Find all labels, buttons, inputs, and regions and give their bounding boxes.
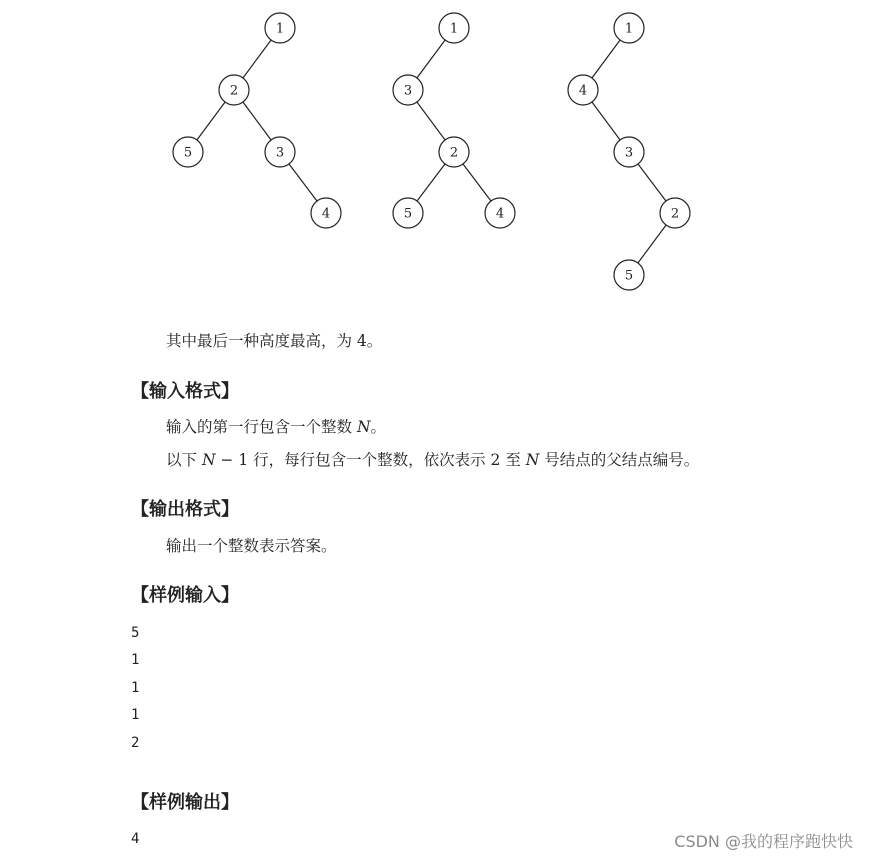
svg-text:2: 2 [670, 206, 680, 222]
svg-text:3: 3 [403, 83, 413, 99]
svg-text:3: 3 [624, 145, 634, 161]
svg-text:5: 5 [403, 206, 413, 222]
tree-node [393, 198, 423, 228]
tree-node [439, 13, 469, 43]
svg-text:2: 2 [229, 83, 239, 99]
sample-input-line: 2 [131, 735, 140, 751]
tree-node [660, 198, 690, 228]
tree-node [311, 198, 341, 228]
variable-n: N [525, 451, 540, 469]
tree-2 [393, 13, 515, 228]
input-format-line-2: 以下 N − 1 行，每行包含一个整数，依次表示 2 至 N 号结点的父结点编号。 [166, 451, 700, 469]
tree-node [614, 137, 644, 167]
input-format-heading: 【输入格式】 [131, 381, 239, 402]
tree-node [614, 13, 644, 43]
svg-text:5: 5 [624, 268, 634, 284]
sample-input-line: 1 [131, 707, 140, 723]
sample-input-line: 1 [131, 680, 140, 696]
svg-text:4: 4 [578, 83, 588, 99]
sample-output-heading: 【样例输出】 [131, 792, 239, 813]
tree-node [568, 75, 598, 105]
svg-text:3: 3 [275, 145, 285, 161]
svg-text:1: 1 [449, 21, 459, 37]
tree-node [265, 137, 295, 167]
svg-text:2: 2 [449, 145, 459, 161]
output-format-heading: 【输出格式】 [131, 499, 239, 520]
output-format-line-1: 输出一个整数表示答案。 [166, 537, 337, 555]
sample-input-line: 1 [131, 652, 140, 668]
tree-node [485, 198, 515, 228]
variable-n: N [356, 418, 371, 436]
tree-1 [173, 13, 341, 228]
variable-n: N [201, 451, 216, 469]
sample-input-heading: 【样例输入】 [131, 585, 239, 606]
svg-text:4: 4 [495, 206, 505, 222]
tree-node [265, 13, 295, 43]
tree-node [219, 75, 249, 105]
sample-output-line: 4 [131, 831, 140, 847]
tree-diagrams [0, 0, 869, 300]
tree-node [173, 137, 203, 167]
tree-node [393, 75, 423, 105]
tree-node [614, 260, 644, 290]
svg-text:1: 1 [624, 21, 634, 37]
conclusion-text: 其中最后一种高度最高，为 4。 [166, 332, 383, 350]
tree-3 [568, 13, 690, 290]
sample-input-line: 5 [131, 625, 140, 641]
watermark: CSDN @我的程序跑快快 [674, 832, 853, 851]
svg-text:4: 4 [321, 206, 331, 222]
input-format-line-1: 输入的第一行包含一个整数 N。 [166, 418, 387, 436]
svg-text:5: 5 [183, 145, 193, 161]
tree-node [439, 137, 469, 167]
svg-text:1: 1 [275, 21, 285, 37]
